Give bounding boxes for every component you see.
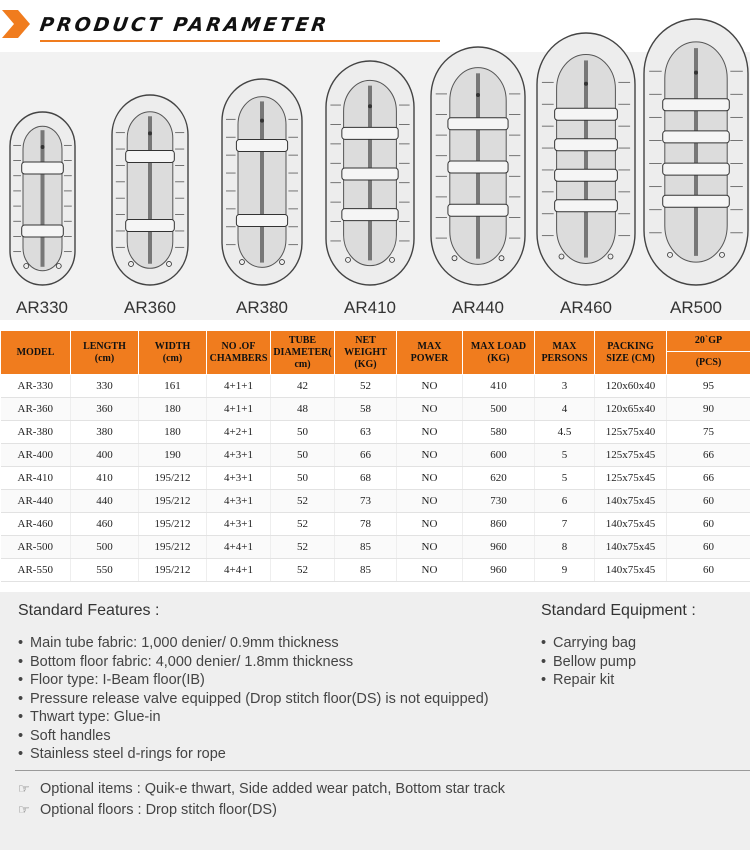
cell-persons: 4.5: [535, 421, 595, 444]
table-row: [1, 513, 750, 536]
boat-label: AR440: [452, 298, 504, 317]
cell-chambers: 4+4+1: [207, 536, 271, 559]
cell-model: AR-380: [1, 421, 71, 444]
col-tube-l3: cm): [294, 358, 311, 370]
cell-width: 195/212: [139, 490, 207, 513]
cell-persons: 5: [535, 444, 595, 467]
cell-load: 580: [463, 421, 535, 444]
cell-weight: 63: [335, 421, 397, 444]
cell-width: 195/212: [139, 467, 207, 490]
list-item: [541, 634, 636, 653]
list-item: [18, 690, 489, 709]
cell-width: 180: [139, 398, 207, 421]
cell-packing: 120x60x40: [595, 375, 667, 398]
cell-tube: 52: [271, 559, 335, 582]
features-list: [18, 634, 489, 764]
boat-ar360: [110, 94, 190, 286]
col-length-l2: (cm): [94, 352, 115, 364]
col-chambers-l2: CHAMBERS: [209, 352, 268, 364]
col-length: [71, 331, 139, 375]
cell-model: AR-440: [1, 490, 71, 513]
cell-length: 400: [71, 444, 139, 467]
cell-packing: 125x75x40: [595, 421, 667, 444]
cell-persons: 3: [535, 375, 595, 398]
bullet-icon: •: [541, 635, 547, 651]
bullet-icon: •: [18, 709, 24, 725]
cell-chambers: 4+3+1: [207, 444, 271, 467]
section-title: PRODUCT PARAMETER: [38, 14, 331, 36]
cell-length: 440: [71, 490, 139, 513]
bullet-icon: •: [541, 672, 547, 688]
list-item-text: Repair kit: [553, 672, 615, 688]
cell-load: 860: [463, 513, 535, 536]
cell-chambers: 4+3+1: [207, 490, 271, 513]
optional-items: [18, 781, 505, 797]
col-model: MODEL: [1, 331, 71, 375]
boat-label: AR500: [670, 298, 722, 317]
col-packing-l1: PACKING: [607, 340, 654, 352]
cell-packing: 125x75x45: [595, 467, 667, 490]
col-gp-unit: (PCS): [667, 352, 750, 375]
bullet-icon: •: [18, 690, 24, 707]
spec-table-header: [1, 331, 750, 375]
cell-length: 500: [71, 536, 139, 559]
cell-power: NO: [397, 536, 463, 559]
cell-gp: 66: [667, 444, 750, 467]
col-power: [397, 331, 463, 375]
list-item-text: Carrying bag: [553, 635, 637, 651]
cell-gp: 60: [667, 559, 750, 582]
cell-persons: 4: [535, 398, 595, 421]
cell-gp: 95: [667, 375, 750, 398]
bullet-icon: •: [18, 746, 24, 762]
cell-weight: 85: [335, 536, 397, 559]
table-row: [1, 421, 750, 444]
col-weight-l2: WEIGHT: [344, 346, 387, 358]
table-row: [1, 536, 750, 559]
cell-model: AR-330: [1, 375, 71, 398]
col-persons-l2: PERSONS: [541, 352, 588, 364]
section-header: [0, 0, 750, 50]
equipment-title: Standard Equipment :: [541, 602, 696, 619]
boat-label: AR330: [16, 298, 68, 317]
cell-persons: 6: [535, 490, 595, 513]
cell-tube: 52: [271, 536, 335, 559]
bullet-icon: •: [18, 727, 24, 744]
cell-gp: 75: [667, 421, 750, 444]
table-row: [1, 490, 750, 513]
optional-items-text: Optional items : Quik-e thwart, Side added wear patch, Bottom star track: [40, 781, 506, 797]
section-divider: [15, 770, 750, 771]
cell-model: AR-400: [1, 444, 71, 467]
chevron-accent-icon: [0, 8, 32, 40]
cell-persons: 8: [535, 536, 595, 559]
col-tube-l1: TUBE: [288, 334, 317, 346]
cell-weight: 68: [335, 467, 397, 490]
col-chambers: [207, 331, 271, 375]
list-item-text: Stainless steel d-rings for rope: [30, 746, 226, 762]
cell-chambers: 4+4+1: [207, 559, 271, 582]
table-row: [1, 444, 750, 467]
list-item: [18, 727, 489, 746]
cell-chambers: 4+3+1: [207, 467, 271, 490]
cell-packing: 140x75x45: [595, 490, 667, 513]
cell-model: AR-460: [1, 513, 71, 536]
cell-model: AR-360: [1, 398, 71, 421]
col-packing: [595, 331, 667, 375]
boat-label: AR410: [344, 298, 396, 317]
cell-tube: 50: [271, 444, 335, 467]
boat-ar330: [8, 111, 77, 286]
optional-floors-text: Optional floors : Drop stitch floor(DS): [40, 802, 277, 818]
pointing-hand-icon: ☞: [18, 802, 30, 817]
optional-floors: [18, 802, 277, 818]
list-item: [18, 653, 489, 672]
cell-weight: 78: [335, 513, 397, 536]
cell-load: 730: [463, 490, 535, 513]
col-persons: [535, 331, 595, 375]
table-row: [1, 467, 750, 490]
features-title: Standard Features :: [18, 602, 160, 619]
bullet-icon: •: [18, 653, 24, 670]
list-item-text: Thwart type: Glue-in: [30, 709, 161, 725]
cell-persons: 5: [535, 467, 595, 490]
cell-tube: 50: [271, 421, 335, 444]
cell-weight: 58: [335, 398, 397, 421]
boat-ar460: [535, 32, 637, 286]
col-load-l1: MAX LOAD: [470, 340, 527, 352]
list-item-text: Main tube fabric: 1,000 denier/ 0.9mm thickness: [30, 635, 339, 651]
col-width: [139, 331, 207, 375]
cell-chambers: 4+2+1: [207, 421, 271, 444]
cell-length: 360: [71, 398, 139, 421]
list-item-text: Bottom floor fabric: 4,000 denier/ 1.8mm thickness: [30, 653, 354, 670]
boat-ar380: [220, 78, 304, 286]
table-row: [1, 375, 750, 398]
cell-weight: 85: [335, 559, 397, 582]
cell-model: AR-410: [1, 467, 71, 490]
cell-power: NO: [397, 513, 463, 536]
cell-gp: 90: [667, 398, 750, 421]
cell-power: NO: [397, 444, 463, 467]
cell-model: AR-550: [1, 559, 71, 582]
boat-label: AR380: [236, 298, 288, 317]
cell-tube: 52: [271, 490, 335, 513]
cell-power: NO: [397, 559, 463, 582]
col-chambers-l1: NO .OF: [221, 340, 256, 352]
col-load-l2: (KG): [487, 352, 510, 364]
cell-packing: 140x75x45: [595, 536, 667, 559]
col-weight-l3: (KG): [354, 358, 377, 370]
cell-chambers: 4+1+1: [207, 375, 271, 398]
cell-power: NO: [397, 375, 463, 398]
cell-load: 500: [463, 398, 535, 421]
cell-width: 195/212: [139, 559, 207, 582]
spec-table-body: [1, 375, 750, 582]
list-item: [541, 653, 636, 672]
features-panel: [0, 592, 750, 850]
list-item-text: Pressure release valve equipped (Drop stitch floor(DS) is not equipped): [30, 690, 489, 707]
pointing-hand-icon: ☞: [18, 781, 30, 796]
cell-load: 960: [463, 536, 535, 559]
cell-power: NO: [397, 490, 463, 513]
cell-tube: 50: [271, 467, 335, 490]
title-underline: [40, 40, 440, 42]
col-power-l1: MAX: [417, 340, 442, 352]
bullet-icon: •: [541, 653, 547, 670]
cell-tube: 42: [271, 375, 335, 398]
cell-weight: 66: [335, 444, 397, 467]
cell-width: 195/212: [139, 513, 207, 536]
spec-table: [0, 330, 750, 582]
col-width-l2: (cm): [162, 352, 183, 364]
col-weight: [335, 331, 397, 375]
col-width-l1: WIDTH: [154, 340, 191, 352]
cell-power: NO: [397, 467, 463, 490]
cell-tube: 48: [271, 398, 335, 421]
cell-packing: 140x75x45: [595, 559, 667, 582]
cell-width: 180: [139, 421, 207, 444]
list-item: [541, 671, 636, 690]
cell-length: 330: [71, 375, 139, 398]
col-weight-l1: NET: [355, 334, 376, 346]
equipment-list: [541, 634, 636, 690]
col-power-l2: POWER: [410, 352, 449, 364]
cell-power: NO: [397, 421, 463, 444]
col-packing-l2: SIZE (CM): [606, 352, 655, 364]
boat-ar410: [324, 60, 416, 286]
table-row: [1, 398, 750, 421]
col-gp: 20`GP: [667, 331, 750, 352]
boat-ar440: [429, 46, 527, 286]
cell-width: 190: [139, 444, 207, 467]
list-item-text: Floor type: I-Beam floor(IB): [30, 672, 205, 688]
cell-length: 460: [71, 513, 139, 536]
cell-width: 161: [139, 375, 207, 398]
cell-gp: 66: [667, 467, 750, 490]
cell-power: NO: [397, 398, 463, 421]
cell-weight: 73: [335, 490, 397, 513]
cell-load: 600: [463, 444, 535, 467]
cell-tube: 52: [271, 513, 335, 536]
cell-packing: 125x75x45: [595, 444, 667, 467]
list-item: [18, 708, 489, 727]
cell-load: 960: [463, 559, 535, 582]
list-item: [18, 634, 489, 653]
cell-persons: 7: [535, 513, 595, 536]
cell-chambers: 4+1+1: [207, 398, 271, 421]
cell-gp: 60: [667, 490, 750, 513]
cell-persons: 9: [535, 559, 595, 582]
table-row: [1, 559, 750, 582]
col-tube: [271, 331, 335, 375]
cell-length: 380: [71, 421, 139, 444]
list-item: [18, 671, 489, 690]
cell-packing: 120x65x40: [595, 398, 667, 421]
cell-chambers: 4+3+1: [207, 513, 271, 536]
cell-width: 195/212: [139, 536, 207, 559]
col-length-l1: LENGTH: [83, 340, 126, 352]
bullet-icon: •: [18, 635, 24, 651]
cell-weight: 52: [335, 375, 397, 398]
col-load: [463, 331, 535, 375]
cell-model: AR-500: [1, 536, 71, 559]
cell-gp: 60: [667, 513, 750, 536]
col-persons-l1: MAX: [552, 340, 577, 352]
boat-gallery: [0, 52, 750, 320]
list-item-text: Soft handles: [30, 727, 111, 744]
boat-label: AR360: [124, 298, 176, 317]
cell-load: 620: [463, 467, 535, 490]
bullet-icon: •: [18, 672, 24, 688]
list-item-text: Bellow pump: [553, 653, 637, 670]
list-item: [18, 745, 489, 764]
boat-label: AR460: [560, 298, 612, 317]
cell-gp: 60: [667, 536, 750, 559]
col-tube-l2: DIAMETER(: [273, 346, 332, 358]
cell-length: 410: [71, 467, 139, 490]
cell-packing: 140x75x45: [595, 513, 667, 536]
boat-ar500: [642, 18, 750, 286]
cell-load: 410: [463, 375, 535, 398]
cell-length: 550: [71, 559, 139, 582]
